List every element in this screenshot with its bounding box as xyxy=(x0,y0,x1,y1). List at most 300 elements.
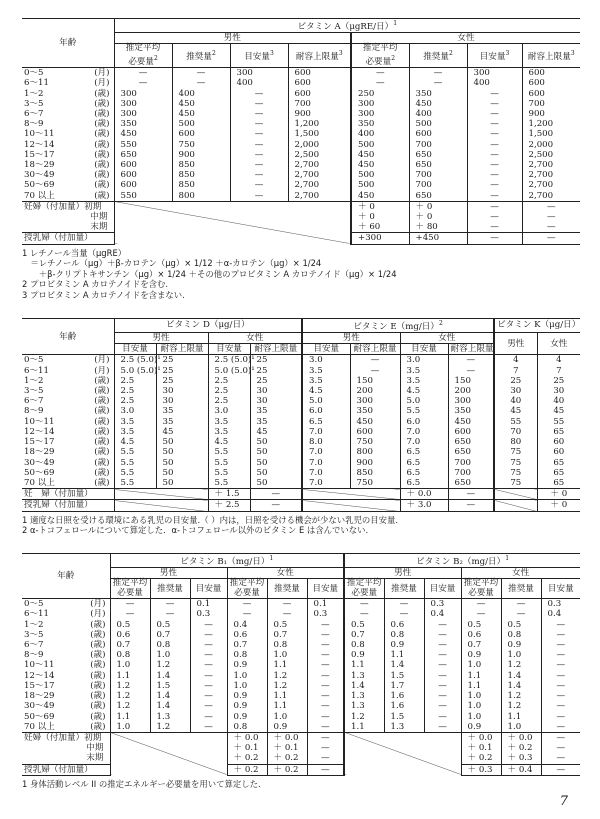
value-cell: — xyxy=(541,743,580,753)
value-cell: 1.7 xyxy=(384,681,424,691)
footnote-ref: 3 xyxy=(269,50,274,58)
age-unit: (歳) xyxy=(94,477,110,488)
value-cell: — xyxy=(307,701,344,711)
age-cell xyxy=(22,671,110,681)
value-cell: 25 xyxy=(156,366,208,376)
age-unit: (歳) xyxy=(94,416,110,427)
value-cell: 400 xyxy=(230,78,288,88)
value-cell: — xyxy=(150,609,190,619)
value-cell: 900 xyxy=(288,109,351,119)
value-cell: ＋ 80 xyxy=(409,222,467,233)
value-cell: 850 xyxy=(350,468,400,478)
value-cell: 6.5 xyxy=(400,447,448,457)
value-cell: 900 xyxy=(172,150,230,160)
not-applicable-cell xyxy=(114,201,351,244)
value-cell: 45 xyxy=(156,427,208,437)
value-cell: 25 xyxy=(250,355,302,366)
value-cell: 0.9 xyxy=(227,712,267,722)
value-cell: 2,700 xyxy=(522,180,580,190)
vitamin-b-table: 年齢 ビタミン B₁（mg/日）$^1$ ビタミン B₂（mg/日）$^1$ 男性 女性 男性 女性 推定平均 必要量 推奨量 目安量 推定平均 必要量 推奨量 目安量 推定平均 必要量 推奨量 目安量 推定平均 必要量 推奨量 目安量 0～5 (月) — — 0.1 — — 0.1 — — 0.3 — — 0.3 6～11 (月) — — 0.3 — — 0.3 — — 0.4 — — 0.4 1～2 (歳) 0.5 0.5 — 0.4 0.5 — 0.5 0.6 — 0.5 0.5 — 3～5 (歳) 0.6 0.7 — 0.6 0.7 — 0.7 0.8 — 0.6 0.8 — 6～7 (歳) 0.7 0.8 — 0.7 0.8 — 0.8 0.9 — 0.7 0.9 — 8～9 (歳) 0.8 1.0 — 0.8 1.0 — 0.9 1.1 — 0.9 1.0 — 10～11 (歳) 1.0 1.2 — 0.9 1.1 — 1.1 1.4 — 1.0 1.2 — 12～14 (歳) 1.1 1.4 — 1.0 1.2 — 1.3 1.5 — 1.1 1.4 — 15～17 (歳) 1.2 1.5 — 1.0 1.2 — 1.4 1.7 — 1.1 1.4 — 18～29 (歳) 1.2 1.4 — 0.9 1.1 — 1.3 1.6 — 1.0 1.2 — 30～49 (歳) 1.2 1.4 — 0.9 1.1 — 1.3 1.6 — 1.0 1.2 — 50～69 (歳) 1.1 1.3 — 0.9 1.0 — 1.2 1.5 — 1.0 1.1 — 70 以上 (歳) 1.0 1.2 — 0.8 0.9 — 1.1 1.3 — 0.9 1.0 — 妊婦（付加量）初期 ＋ 0.0 ＋ 0.0 — ＋ 0.0 ＋ 0.0 — 中期 ＋ 0.1 ＋ 0.1 — ＋ 0.1 ＋ 0.2 — 末期 ＋ 0.2 ＋ 0.2 — ＋ 0.2 ＋ 0.3 — 授乳婦（付加量） ＋ 0.2 ＋ 0.2 — ＋ 0.3 ＋ 0.4 — xyxy=(22,553,580,776)
value-cell: 750 xyxy=(350,437,400,447)
value-cell: — xyxy=(467,160,522,170)
e-male-header: 男性 xyxy=(302,333,400,344)
value-cell: 300 xyxy=(351,99,409,109)
value-cell: ＋ 0.0 xyxy=(501,732,541,743)
value-cell: — xyxy=(230,140,288,150)
value-cell: — xyxy=(467,170,522,180)
value-cell: 5.0 xyxy=(400,396,448,406)
column-header: 推奨量 xyxy=(150,579,190,599)
value-cell: — xyxy=(190,620,227,630)
column-header xyxy=(409,44,467,68)
value-cell: 800 xyxy=(350,447,400,457)
age-cell xyxy=(22,180,114,190)
value-cell: — xyxy=(467,233,522,244)
value-cell: — xyxy=(172,78,230,88)
value-cell: 30 xyxy=(537,386,580,396)
column-header: 目安量 xyxy=(208,344,250,355)
value-cell: 55 xyxy=(537,417,580,427)
table-row xyxy=(22,722,580,733)
value-cell: — xyxy=(541,732,580,743)
row-label: 妊婦（付加量）初期 xyxy=(22,201,114,212)
value-cell: 65 xyxy=(537,427,580,437)
age-cell xyxy=(22,68,114,79)
value-cell: — xyxy=(351,78,409,88)
value-cell: 30 xyxy=(156,386,208,396)
value-cell: 250 xyxy=(351,89,409,99)
value-cell: 1.3 xyxy=(344,671,384,681)
value-cell: 1.0 xyxy=(110,722,150,733)
age-cell xyxy=(22,640,110,650)
value-cell: 1.1 xyxy=(344,722,384,733)
value-cell: 5.5 xyxy=(114,468,156,478)
vitamin-dek-notes: 1 適度な日照を受ける環境にある乳児の目安量.（ ）内は，日照を受ける機会が少ない乳児の目安量. 2 α-トコフェロールについて算定した．α-トコフェロール以外のビタミン E は含んでいない. xyxy=(22,514,399,536)
value-cell: 1.6 xyxy=(384,701,424,711)
age-cell xyxy=(22,191,114,202)
age-range: 1～2 xyxy=(24,88,44,99)
column-header-label: 推奨量 xyxy=(186,52,212,63)
value-cell: 3.0 xyxy=(114,406,156,416)
value-cell: 2,000 xyxy=(288,140,351,150)
age-range: 12～14 xyxy=(24,670,55,681)
value-cell: 50 xyxy=(250,458,302,468)
value-cell: 1.2 xyxy=(501,660,541,670)
value-cell: 35 xyxy=(250,406,302,416)
age-unit: (歳) xyxy=(94,396,110,407)
age-cell xyxy=(22,691,110,701)
value-cell: 0.9 xyxy=(227,660,267,670)
value-cell: 5.5 xyxy=(114,447,156,457)
value-cell: 1,500 xyxy=(522,129,580,139)
value-cell: 450 xyxy=(409,99,467,109)
value-cell: 1.0 xyxy=(267,712,307,722)
age-header: 年齢 xyxy=(22,19,114,68)
vitamin-a-table: 年齢 ビタミン A（μgRE/日）$^1$ 男性 女性 推定平均 必要量$^2$ 推奨量$^2$ 目安量$^3$ 耐容上限量$^3$ 推定平均 必要量$^2$ 推奨量$^2$ 目安量$^3$ 耐容上限量$^3$ 0～5 (月) — — 300 600 — — 300 600 6～11 (月) — — 400 600 — — 400 600 1～2 (歳) 300 400 — 600 250 350 — 600 3～5 (歳) 300 450 — 700 300 450 — 700 6～7 (歳) 300 450 — 900 300 400 — 900 8～9 (歳) 350 500 — 1,200 350 500 — 1,200 10～11 (歳) 450 600 — 1,500 400 600 — 1,500 12～14 (歳) 550 750 — 2,000 500 700 — 2,000 15～17 (歳) 650 900 — 2,500 450 650 — 2,500 18～29 (歳) 600 850 — 2,700 450 650 — 2,700 30～49 (歳) 600 850 — 2,700 500 700 — 2,700 50～69 (歳) 600 850 — 2,700 500 700 — 2,700 70 以上 (歳) 550 800 — 2,700 450 650 — 2,700 妊婦（付加量）初期 ＋ 0 ＋ 0 — — 中期 ＋ 0 ＋ 0 — — 末期 ＋ 60 ＋ 80 — — 授乳婦（付加量） +300 +450 — — xyxy=(22,18,580,245)
value-cell: — xyxy=(230,99,288,109)
value-cell: 1.1 xyxy=(461,681,501,691)
column-header: 推定平均 必要量 xyxy=(110,579,150,599)
value-cell: — xyxy=(307,722,344,733)
age-range: 30～49 xyxy=(24,457,55,468)
age-unit: (歳) xyxy=(94,129,110,140)
value-cell: 6.0 xyxy=(302,406,350,416)
value-cell: 0.4 xyxy=(541,609,580,619)
value-cell: 0.1 xyxy=(190,599,227,610)
age-range: 8～9 xyxy=(24,650,44,661)
value-cell: — xyxy=(522,201,580,212)
column-header-label: 推奨量 xyxy=(423,52,449,63)
table-row xyxy=(22,660,580,670)
value-cell: 750 xyxy=(350,478,400,489)
value-cell: 50 xyxy=(250,437,302,447)
column-header: 目安量 xyxy=(424,579,461,599)
value-cell: — xyxy=(461,609,501,619)
age-range: 0～5 xyxy=(24,599,44,610)
value-cell: 2.5 xyxy=(208,396,250,406)
value-cell: 0.5 xyxy=(150,620,190,630)
age-unit: (歳) xyxy=(90,711,106,722)
table-row xyxy=(22,160,580,170)
value-cell: — xyxy=(541,650,580,660)
value-cell: 3.0 xyxy=(208,406,250,416)
value-cell: 1.1 xyxy=(461,671,501,681)
value-cell: 700 xyxy=(522,99,580,109)
value-cell: 25 xyxy=(494,376,537,386)
value-cell: 0.8 xyxy=(384,630,424,640)
value-cell: — xyxy=(114,78,172,88)
value-cell: ＋ 0.0 xyxy=(400,489,448,500)
value-cell: — xyxy=(307,712,344,722)
column-header: 耐容上限量 xyxy=(350,344,400,355)
value-cell: 1.2 xyxy=(344,712,384,722)
value-cell: — xyxy=(467,129,522,139)
value-cell: 0.7 xyxy=(150,630,190,640)
age-unit: (月) xyxy=(90,609,106,620)
value-cell: 1.0 xyxy=(227,681,267,691)
age-unit: (歳) xyxy=(94,159,110,170)
value-cell: — xyxy=(227,609,267,619)
value-cell: 0.5 xyxy=(267,620,307,630)
value-cell: 750 xyxy=(172,140,230,150)
value-cell: 7.0 xyxy=(302,447,350,457)
value-cell: — xyxy=(307,640,344,650)
column-header xyxy=(230,44,288,68)
value-cell: 0.9 xyxy=(227,701,267,711)
value-cell: 50 xyxy=(156,458,208,468)
value-cell: — xyxy=(190,701,227,711)
age-unit: (歳) xyxy=(94,180,110,191)
age-unit: (歳) xyxy=(90,701,106,712)
age-range: 3～5 xyxy=(24,629,44,640)
value-cell: 400 xyxy=(351,129,409,139)
value-cell: ＋ 0 xyxy=(537,489,580,500)
age-range: 6～7 xyxy=(24,108,44,119)
table-row xyxy=(22,437,580,447)
female-header: 女性 xyxy=(351,33,580,44)
value-cell: — xyxy=(409,78,467,88)
value-cell: 75 xyxy=(494,478,537,489)
value-cell: 0.8 xyxy=(344,640,384,650)
value-cell: 400 xyxy=(409,109,467,119)
value-cell: 900 xyxy=(522,109,580,119)
age-cell xyxy=(22,109,114,119)
table-row xyxy=(22,191,580,202)
age-unit: (歳) xyxy=(90,691,106,702)
age-unit: (歳) xyxy=(94,88,110,99)
footnote-ref: 3 xyxy=(570,50,575,58)
value-cell: 600 xyxy=(409,129,467,139)
age-cell xyxy=(22,160,114,170)
vitamin-b2-title: ビタミン B₂（mg/日） xyxy=(416,556,506,567)
value-cell: 3.5 xyxy=(400,366,448,376)
age-unit: (月) xyxy=(90,599,106,610)
e-female-header: 女性 xyxy=(400,333,494,344)
value-cell: 350 xyxy=(448,406,494,416)
value-cell: ＋ 0.1 xyxy=(461,743,501,753)
vitamin-e-title: ビタミン E（mg/日） xyxy=(353,321,439,332)
value-cell: 1.2 xyxy=(150,660,190,670)
table-row xyxy=(22,712,580,722)
value-cell: 5.5 xyxy=(400,406,448,416)
value-cell: — xyxy=(467,191,522,202)
value-cell: 500 xyxy=(172,119,230,129)
value-cell: 0.8 xyxy=(267,640,307,650)
value-cell: 0.8 xyxy=(501,630,541,640)
value-cell: 800 xyxy=(172,191,230,202)
value-cell: 6.0 xyxy=(400,417,448,427)
value-cell: — xyxy=(424,712,461,722)
value-cell: — xyxy=(541,660,580,670)
value-cell: 600 xyxy=(114,160,172,170)
value-cell: — xyxy=(307,620,344,630)
value-cell: 0.3 xyxy=(541,599,580,610)
table-row xyxy=(22,681,580,691)
value-cell: 600 xyxy=(522,78,580,88)
value-cell: 30 xyxy=(250,396,302,406)
not-applicable-cell xyxy=(110,732,227,775)
table-row xyxy=(22,447,580,457)
age-unit: (月) xyxy=(94,78,110,89)
value-cell: 450 xyxy=(172,109,230,119)
value-cell: — xyxy=(230,119,288,129)
value-cell: — xyxy=(267,599,307,610)
value-cell: — xyxy=(344,609,384,619)
value-cell: — xyxy=(467,89,522,99)
value-cell: 7.0 xyxy=(400,437,448,447)
footnote-ref: 2 xyxy=(448,50,453,58)
value-cell: 1.2 xyxy=(501,691,541,701)
value-cell: — xyxy=(541,764,580,775)
lactation-row xyxy=(22,500,580,511)
column-header: 推奨量 xyxy=(501,579,541,599)
value-cell: — xyxy=(190,640,227,650)
column-header xyxy=(288,44,351,68)
value-cell: — xyxy=(230,191,288,202)
value-cell: 2.5 (5.0)¹ xyxy=(114,355,156,366)
value-cell: 200 xyxy=(350,386,400,396)
value-cell: 1.0 xyxy=(501,722,541,733)
value-cell: 0.5 xyxy=(344,620,384,630)
age-range: 3～5 xyxy=(24,98,44,109)
value-cell: 500 xyxy=(351,180,409,190)
value-cell: — xyxy=(467,201,522,212)
table-row xyxy=(22,355,580,366)
row-label: 授乳婦（付加量） xyxy=(22,233,114,244)
value-cell: 50 xyxy=(156,447,208,457)
value-cell: 2.5 xyxy=(114,386,156,396)
value-cell: ＋ 0.3 xyxy=(501,753,541,764)
value-cell: 6.5 xyxy=(400,468,448,478)
value-cell: 35 xyxy=(250,417,302,427)
column-header: 目安量 xyxy=(190,579,227,599)
value-cell: ＋ 0 xyxy=(351,201,409,212)
value-cell: 400 xyxy=(172,89,230,99)
column-header-label: 目安量 xyxy=(479,52,506,63)
value-cell: 450 xyxy=(351,150,409,160)
value-cell: 5.0 (5.0)¹ xyxy=(208,366,250,376)
value-cell: — xyxy=(522,212,580,222)
value-cell: — xyxy=(467,99,522,109)
vitamin-dek-section xyxy=(22,318,580,536)
value-cell: 25 xyxy=(250,366,302,376)
d-female-header: 女性 xyxy=(208,333,302,344)
value-cell: 35 xyxy=(156,417,208,427)
value-cell: — xyxy=(501,599,541,610)
age-unit: (歳) xyxy=(94,406,110,417)
value-cell: 1.3 xyxy=(150,712,190,722)
column-header-label: 目安量 xyxy=(244,52,270,63)
value-cell: +300 xyxy=(351,233,409,244)
age-range: 0～5 xyxy=(24,68,44,79)
value-cell: 700 xyxy=(288,99,351,109)
age-unit: (歳) xyxy=(94,190,110,201)
age-range: 15～17 xyxy=(24,437,55,448)
value-cell: 2,000 xyxy=(522,140,580,150)
value-cell: 4.5 xyxy=(114,437,156,447)
age-cell xyxy=(22,376,114,386)
age-unit: (歳) xyxy=(90,640,106,651)
value-cell: — xyxy=(541,722,580,733)
value-cell: 1.4 xyxy=(384,660,424,670)
value-cell: 35 xyxy=(156,406,208,416)
age-cell xyxy=(22,650,110,660)
column-header: 推奨量 xyxy=(384,579,424,599)
value-cell: 60 xyxy=(537,437,580,447)
value-cell: 2,700 xyxy=(288,180,351,190)
value-cell: 1.0 xyxy=(461,691,501,701)
table-row xyxy=(22,417,580,427)
table-row xyxy=(22,427,580,437)
value-cell: ＋ 0.0 xyxy=(461,732,501,743)
age-cell xyxy=(22,89,114,99)
value-cell: 350 xyxy=(350,406,400,416)
value-cell: — xyxy=(541,671,580,681)
value-cell: — xyxy=(190,630,227,640)
value-cell: 1.1 xyxy=(110,712,150,722)
value-cell: 0.7 xyxy=(267,630,307,640)
value-cell: 150 xyxy=(350,376,400,386)
value-cell: 50 xyxy=(250,447,302,457)
value-cell: 45 xyxy=(537,406,580,416)
table-row xyxy=(22,650,580,660)
value-cell: ＋ 0.4 xyxy=(501,764,541,775)
table-row xyxy=(22,599,580,610)
value-cell: 1.2 xyxy=(110,701,150,711)
value-cell: 650 xyxy=(114,150,172,160)
value-cell: — xyxy=(448,500,494,511)
value-cell: — xyxy=(230,89,288,99)
value-cell: ＋ 0.2 xyxy=(227,753,267,764)
age-range: 10～11 xyxy=(24,129,55,140)
value-cell: — xyxy=(541,701,580,711)
value-cell: 150 xyxy=(448,376,494,386)
value-cell: 50 xyxy=(250,468,302,478)
value-cell: — xyxy=(448,489,494,500)
column-header xyxy=(114,44,172,68)
value-cell: 5.0 xyxy=(302,396,350,406)
value-cell: 0.9 xyxy=(501,640,541,650)
value-cell: — xyxy=(350,366,400,376)
age-cell xyxy=(22,458,114,468)
value-cell: 5.5 xyxy=(208,468,250,478)
value-cell: — xyxy=(424,650,461,660)
age-unit: (歳) xyxy=(94,457,110,468)
age-cell xyxy=(22,609,110,619)
age-range: 18～29 xyxy=(24,159,55,170)
value-cell: 40 xyxy=(537,396,580,406)
value-cell: 45 xyxy=(494,406,537,416)
value-cell: 40 xyxy=(494,396,537,406)
row-label: 授乳婦（付加量） xyxy=(22,500,114,511)
age-cell xyxy=(22,417,114,427)
value-cell: 300 xyxy=(230,68,288,79)
age-range: 30～49 xyxy=(24,701,55,712)
value-cell: ＋ 0.0 xyxy=(267,732,307,743)
value-cell: 2.5 xyxy=(208,386,250,396)
value-cell: 650 xyxy=(409,191,467,202)
value-cell: 350 xyxy=(409,89,467,99)
age-cell xyxy=(22,681,110,691)
value-cell: 2.5 xyxy=(114,376,156,386)
value-cell: — xyxy=(424,620,461,630)
value-cell: 3.5 xyxy=(208,427,250,437)
table-row xyxy=(22,180,580,190)
age-range: 50～69 xyxy=(24,711,55,722)
value-cell: 4 xyxy=(537,355,580,366)
row-label: 末期 xyxy=(90,222,108,233)
age-header: 年齢 xyxy=(22,554,110,599)
row-label: 末期 xyxy=(86,753,104,764)
value-cell: 350 xyxy=(351,119,409,129)
value-cell: 1.2 xyxy=(501,701,541,711)
value-cell: — xyxy=(190,660,227,670)
value-cell: — xyxy=(522,233,580,244)
value-cell: 300 xyxy=(350,396,400,406)
age-cell xyxy=(22,701,110,711)
value-cell: 7.0 xyxy=(302,478,350,489)
value-cell: 0.9 xyxy=(267,722,307,733)
value-cell: 300 xyxy=(351,109,409,119)
value-cell: ＋ 0.2 xyxy=(461,753,501,764)
value-cell: 600 xyxy=(350,427,400,437)
value-cell: 2,500 xyxy=(288,150,351,160)
value-cell: 2.5 xyxy=(208,376,250,386)
age-range: 12～14 xyxy=(24,426,55,437)
row-label: 授乳婦（付加量） xyxy=(22,764,110,775)
row-label: 妊婦（付加量）初期 xyxy=(22,732,110,743)
not-applicable-cell xyxy=(114,500,208,511)
